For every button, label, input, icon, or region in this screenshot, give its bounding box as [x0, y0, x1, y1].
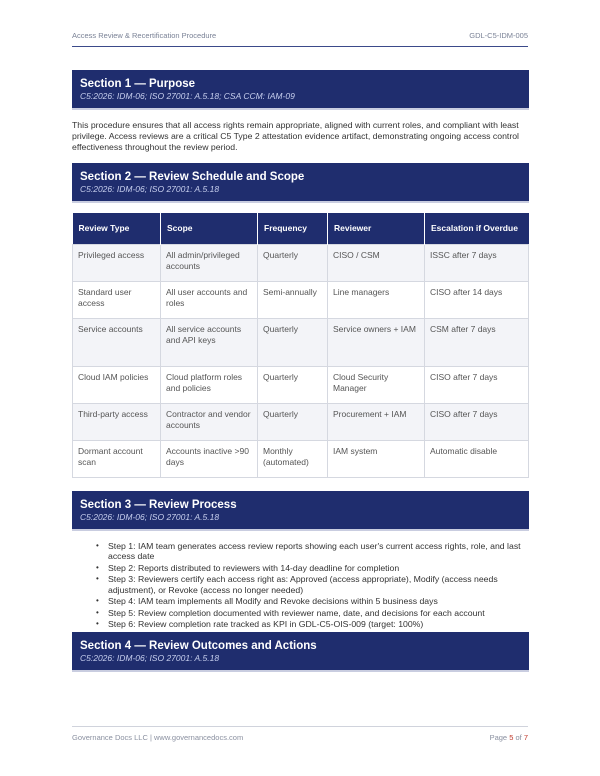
section-2-references: C5:2026: IDM-06; ISO 27001: A.5.18: [80, 184, 220, 194]
page-footer: [72, 726, 528, 742]
table-cell: All user accounts and roles: [161, 281, 258, 318]
page-current: 5: [509, 733, 514, 742]
bullet-icon: •: [96, 607, 99, 617]
section-1-banner: [72, 70, 529, 110]
section-3-banner: [72, 491, 529, 531]
table-cell: ISSC after 7 days: [425, 244, 529, 281]
table-cell: Semi-annually: [258, 281, 328, 318]
table-row: [73, 281, 529, 318]
list-item: [96, 596, 529, 607]
list-item: [96, 562, 529, 574]
table-row: [73, 440, 529, 477]
table-cell: CISO after 14 days: [425, 281, 529, 318]
column-header: Escalation if Overdue: [425, 213, 529, 244]
column-header: Review Type: [73, 213, 161, 244]
list-item: [96, 607, 529, 619]
table-cell: Monthly (automated): [258, 440, 328, 477]
table-cell: Standard user access: [73, 281, 161, 318]
step-text: Step 2: Reports distributed to reviewers with 14-day deadline for completion: [108, 562, 400, 573]
bullet-icon: •: [96, 619, 99, 628]
page-label: Page: [489, 733, 508, 742]
table-cell: Third-party access: [73, 403, 161, 440]
bullet-icon: •: [96, 562, 99, 572]
table-cell: Quarterly: [258, 403, 328, 440]
page-of: of: [515, 733, 522, 742]
page-content: [72, 70, 529, 672]
step-text: Step 4: IAM team implements all Modify and Revoke decisions within 5 business days: [108, 596, 438, 606]
table-header-row: [73, 213, 529, 244]
table-cell: IAM system: [328, 440, 425, 477]
section-2-banner: [72, 163, 529, 203]
review-process-steps: [72, 541, 529, 630]
table-cell: Quarterly: [258, 244, 328, 281]
step-text: Step 3: Reviewers certify each access right as: Approved (access appropriate), Modify (access needs adjustment), or Revoke (access no longer needed): [108, 574, 498, 595]
table-cell: Dormant account scan: [73, 440, 161, 477]
page-number: [490, 733, 528, 742]
section-4-banner: [72, 632, 529, 672]
bullet-icon: •: [96, 540, 99, 550]
table-cell: CISO after 7 days: [425, 366, 529, 403]
column-header: Scope: [161, 213, 258, 244]
table-cell: Line managers: [328, 281, 425, 318]
table-cell: Accounts inactive >90 days: [161, 440, 258, 477]
table-cell: CSM after 7 days: [425, 318, 529, 366]
section-1-references: C5:2026: IDM-06; ISO 27001: A.5.18; CSA CCM: IAM-09: [80, 91, 295, 101]
step-text: Step 6: Review completion rate tracked as KPI in GDL-C5-OIS-009 (target: 100%): [108, 619, 424, 629]
table-cell: Contractor and vendor accounts: [161, 403, 258, 440]
page-total: 7: [523, 733, 528, 742]
table-cell: Service accounts: [73, 318, 161, 366]
column-header: Frequency: [258, 213, 328, 244]
review-schedule-table: [72, 213, 529, 478]
table-cell: CISO / CSM: [328, 244, 425, 281]
bullet-icon: •: [96, 596, 99, 605]
page-header: [72, 30, 528, 47]
table-row: [73, 244, 529, 281]
section-4-title: Section 4 — Review Outcomes and Actions: [80, 639, 317, 652]
table-cell: Privileged access: [73, 244, 161, 281]
section-1-body: This procedure ensures that all access rights remain appropriate, aligned with current roles, and compliant with least privilege. Access reviews are a critical C5 Type 2 attestation evidence artifact, demonstrating ongoing access control effectiveness throughout the review period.: [72, 120, 519, 152]
table-cell: Cloud Security Manager: [328, 366, 425, 403]
document-title: Access Review & Recertification Procedure: [72, 31, 217, 40]
table-cell: All service accounts and API keys: [161, 318, 258, 366]
step-text: Step 5: Review completion documented with reviewer name, date, and decisions for each account: [108, 607, 485, 618]
footer-company: Governance Docs LLC | www.governancedocs.com: [72, 733, 244, 742]
section-2-title: Section 2 — Review Schedule and Scope: [80, 171, 305, 183]
section-4-references: C5:2026: IDM-06; ISO 27001: A.5.18: [80, 652, 220, 663]
table-cell: Automatic disable: [425, 440, 529, 477]
table-cell: Cloud platform roles and policies: [161, 366, 258, 403]
table-row: [73, 403, 529, 440]
table-cell: Procurement + IAM: [328, 403, 425, 440]
table-row: [73, 318, 529, 366]
section-3-title: Section 3 — Review Process: [80, 498, 237, 511]
bullet-icon: •: [96, 574, 99, 583]
column-header: Reviewer: [328, 213, 425, 244]
section-3-references: C5:2026: IDM-06; ISO 27001: A.5.18: [80, 511, 220, 522]
section-1-title: Section 1 — Purpose: [80, 78, 196, 90]
document-id: GDL-C5-IDM-005: [469, 31, 528, 40]
table-cell: Quarterly: [258, 318, 328, 366]
list-item: [96, 619, 529, 630]
table-cell: All admin/privileged accounts: [161, 244, 258, 281]
list-item: [96, 540, 529, 562]
table-cell: Quarterly: [258, 366, 328, 403]
list-item: [96, 574, 529, 595]
table-row: [73, 366, 529, 403]
table-cell: CISO after 7 days: [425, 403, 529, 440]
table-cell: Service owners + IAM: [328, 318, 425, 366]
step-text: Step 1: IAM team generates access review reports showing each user's current access rights, role, and last access date: [108, 540, 521, 561]
table-cell: Cloud IAM policies: [73, 366, 161, 403]
